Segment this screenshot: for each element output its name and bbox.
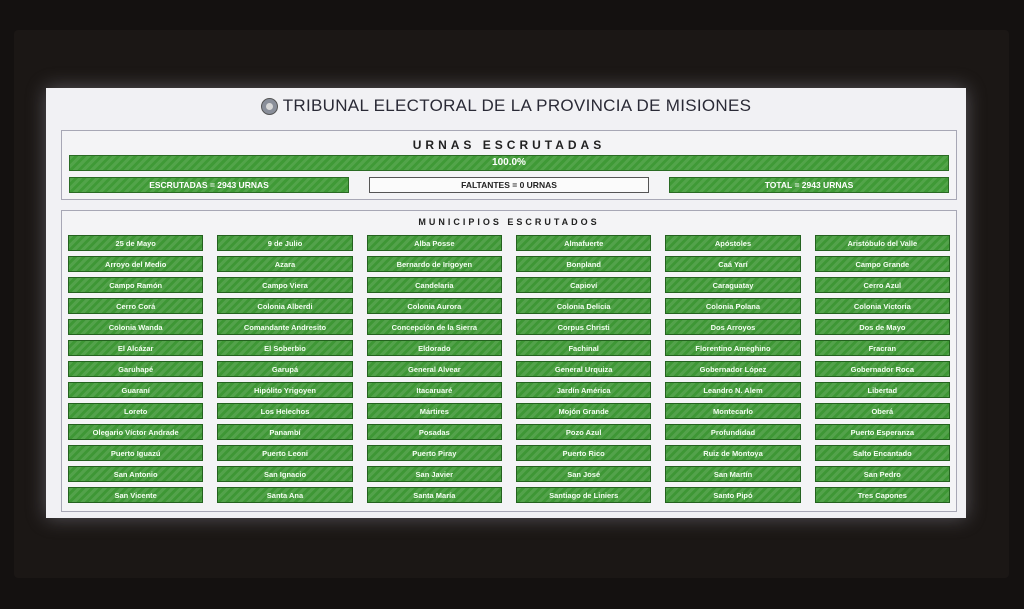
municipio-badge: Leandro N. Alem — [665, 382, 800, 398]
municipio-badge: Colonia Victoria — [815, 298, 950, 314]
municipio-badge: Panambí — [217, 424, 352, 440]
municipio-badge: Hipólito Yrigoyen — [217, 382, 352, 398]
municipios-grid — [68, 235, 950, 503]
escrutadas-badge: ESCRUTADAS = 2943 URNAS — [69, 177, 349, 193]
municipio-badge: Mártires — [367, 403, 502, 419]
municipio-badge: El Alcázar — [68, 340, 203, 356]
municipio-badge: Puerto Iguazú — [68, 445, 203, 461]
municipio-badge: San Vicente — [68, 487, 203, 503]
seal-icon — [261, 98, 278, 115]
municipio-badge: Montecarlo — [665, 403, 800, 419]
municipio-badge: Puerto Rico — [516, 445, 651, 461]
municipio-badge: Caá Yarí — [665, 256, 800, 272]
municipio-badge: Puerto Leoni — [217, 445, 352, 461]
municipio-badge: Cerro Corá — [68, 298, 203, 314]
municipio-badge: Aristóbulo del Valle — [815, 235, 950, 251]
page-title: TRIBUNAL ELECTORAL DE LA PROVINCIA DE MISIONES — [282, 96, 752, 115]
municipios-title: MUNICIPIOS ESCRUTADOS — [418, 217, 600, 227]
municipio-badge: Oberá — [815, 403, 950, 419]
municipio-badge: Gobernador Roca — [815, 361, 950, 377]
page-title-bar — [46, 94, 966, 118]
municipio-badge: Pozo Azul — [516, 424, 651, 440]
municipio-badge: Dos Arroyos — [665, 319, 800, 335]
municipio-badge: Bernardo de Irigoyen — [367, 256, 502, 272]
faltantes-badge: FALTANTES = 0 URNAS — [369, 177, 649, 193]
municipio-badge: Campo Ramón — [68, 277, 203, 293]
municipio-badge: Santo Pipó — [665, 487, 800, 503]
municipio-badge: Colonia Polana — [665, 298, 800, 314]
municipio-badge: Dos de Mayo — [815, 319, 950, 335]
municipio-badge: Salto Encantado — [815, 445, 950, 461]
municipio-badge: Capioví — [516, 277, 651, 293]
urnas-title: URNAS ESCRUTADAS — [412, 138, 606, 152]
display-screen — [46, 88, 966, 518]
municipio-badge: Santa Ana — [217, 487, 352, 503]
municipio-badge: Candelaria — [367, 277, 502, 293]
municipio-badge: Garupá — [217, 361, 352, 377]
municipio-badge: Fracran — [815, 340, 950, 356]
municipio-badge: Jardín América — [516, 382, 651, 398]
municipio-badge: Gobernador López — [665, 361, 800, 377]
municipio-badge: Mojón Grande — [516, 403, 651, 419]
municipio-badge: Loreto — [68, 403, 203, 419]
municipio-badge: Azara — [217, 256, 352, 272]
municipio-badge: Bonpland — [516, 256, 651, 272]
total-badge: TOTAL = 2943 URNAS — [669, 177, 949, 193]
municipio-badge: Olegario Víctor Andrade — [68, 424, 203, 440]
municipio-badge: Colonia Delicia — [516, 298, 651, 314]
municipio-badge: Posadas — [367, 424, 502, 440]
summary-row — [69, 177, 949, 193]
municipio-badge: Itacaruaré — [367, 382, 502, 398]
municipio-badge: Colonia Wanda — [68, 319, 203, 335]
municipio-badge: Santiago de Liniers — [516, 487, 651, 503]
municipio-badge: Campo Viera — [217, 277, 352, 293]
municipio-badge: General Urquiza — [516, 361, 651, 377]
municipio-badge: El Soberbio — [217, 340, 352, 356]
urnas-panel — [61, 130, 957, 200]
municipio-badge: Cerro Azul — [815, 277, 950, 293]
municipio-badge: Puerto Piray — [367, 445, 502, 461]
municipio-badge: Caraguatay — [665, 277, 800, 293]
municipio-badge: Comandante Andresito — [217, 319, 352, 335]
municipio-badge: Eldorado — [367, 340, 502, 356]
municipio-badge: Fachinal — [516, 340, 651, 356]
municipio-badge: San Antonio — [68, 466, 203, 482]
municipio-badge: Colonia Aurora — [367, 298, 502, 314]
municipio-badge: Libertad — [815, 382, 950, 398]
municipio-badge: Concepción de la Sierra — [367, 319, 502, 335]
municipio-badge: San José — [516, 466, 651, 482]
municipio-badge: San Martín — [665, 466, 800, 482]
municipio-badge: 9 de Julio — [217, 235, 352, 251]
municipio-badge: Colonia Alberdi — [217, 298, 352, 314]
municipio-badge: Garuhapé — [68, 361, 203, 377]
municipio-badge: Guaraní — [68, 382, 203, 398]
municipio-badge: Apóstoles — [665, 235, 800, 251]
municipio-badge: Profundidad — [665, 424, 800, 440]
municipio-badge: Santa María — [367, 487, 502, 503]
municipio-badge: Florentino Ameghino — [665, 340, 800, 356]
municipio-badge: Campo Grande — [815, 256, 950, 272]
progress-label: 100.0% — [492, 157, 526, 168]
municipio-badge: General Alvear — [367, 361, 502, 377]
progress-bar — [69, 155, 949, 171]
municipio-badge: San Javier — [367, 466, 502, 482]
municipio-badge: Arroyo del Medio — [68, 256, 203, 272]
municipio-badge: San Pedro — [815, 466, 950, 482]
municipio-badge: Almafuerte — [516, 235, 651, 251]
municipio-badge: 25 de Mayo — [68, 235, 203, 251]
municipio-badge: San Ignacio — [217, 466, 352, 482]
municipio-badge: Los Helechos — [217, 403, 352, 419]
municipio-badge: Puerto Esperanza — [815, 424, 950, 440]
municipio-badge: Alba Posse — [367, 235, 502, 251]
municipios-panel — [61, 210, 957, 512]
municipio-badge: Tres Capones — [815, 487, 950, 503]
municipio-badge: Ruiz de Montoya — [665, 445, 800, 461]
municipio-badge: Corpus Christi — [516, 319, 651, 335]
